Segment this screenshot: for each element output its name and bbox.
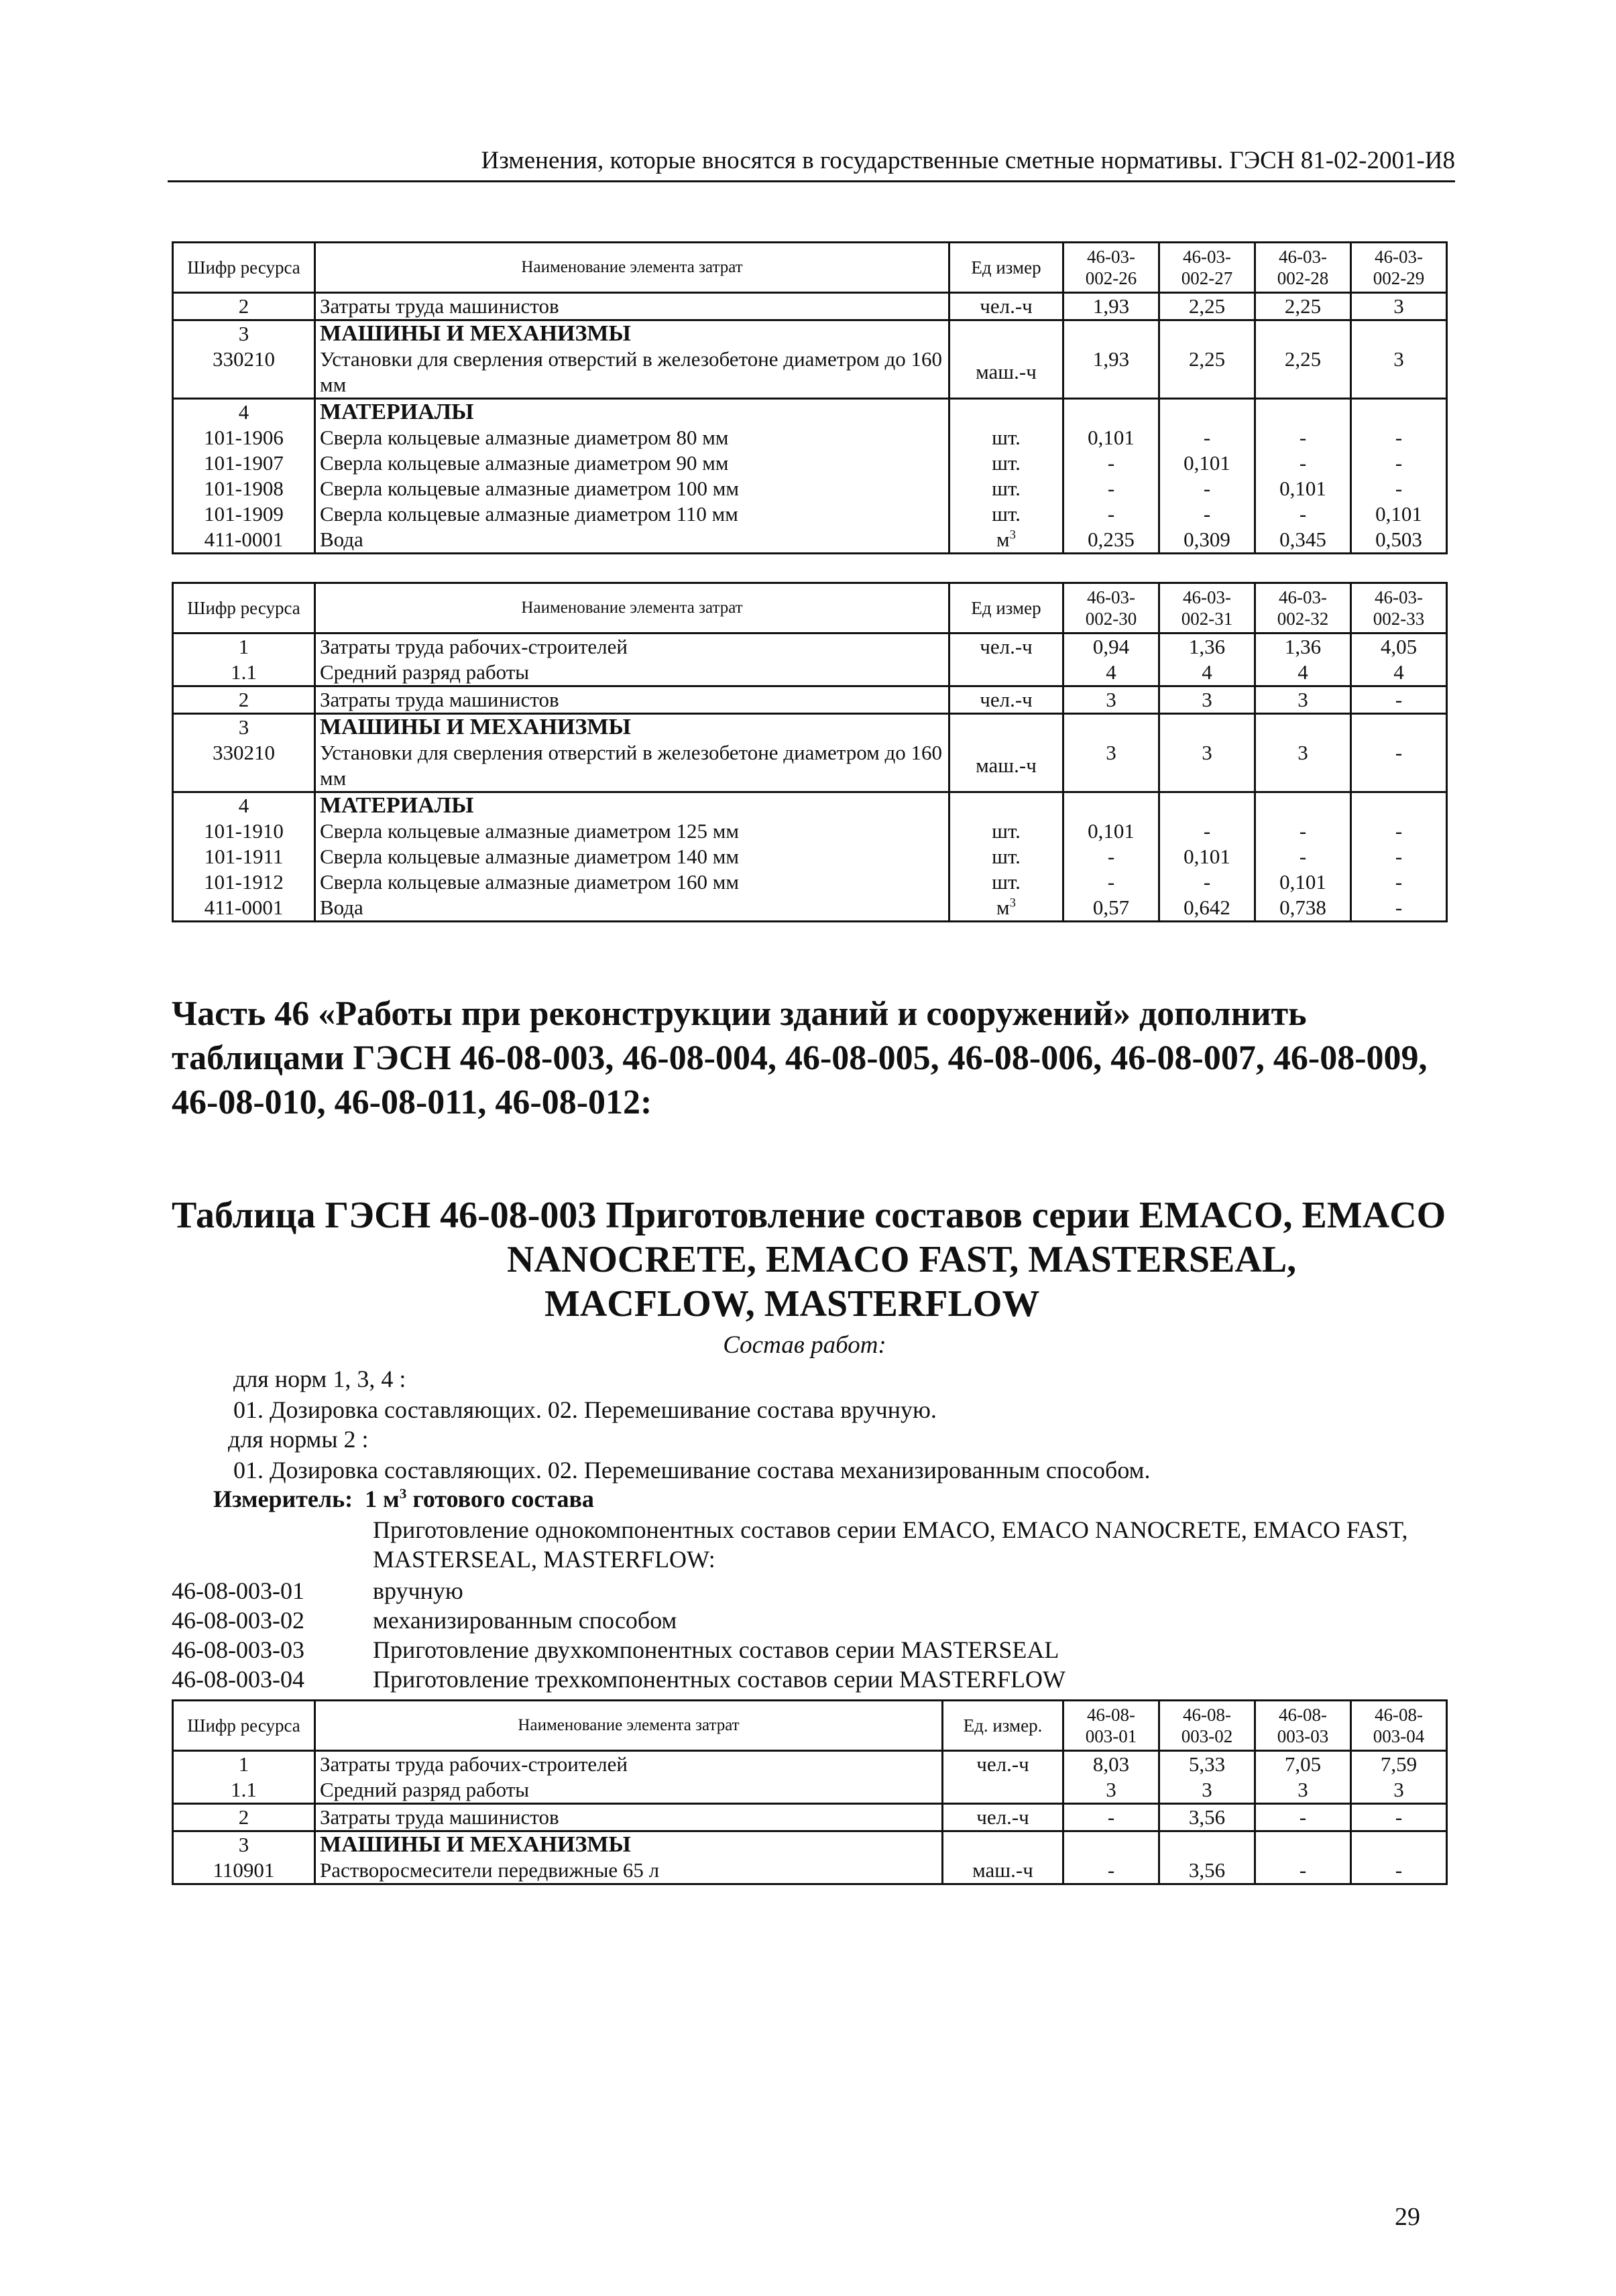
table-row <box>173 347 1447 399</box>
cell-value: 0,101 <box>1159 844 1255 869</box>
cell-unit <box>949 660 1063 686</box>
cell-value: 1,93 <box>1063 293 1159 320</box>
norm-code: 46-08-003-02 <box>172 1607 304 1634</box>
table-row <box>173 527 1447 554</box>
norms-scope-label: для нормы 2 : <box>228 1426 369 1453</box>
table-row <box>173 895 1447 922</box>
cell-name: Вода <box>315 527 949 554</box>
cell-code: 330210 <box>173 347 315 399</box>
cell-value <box>1255 1831 1351 1858</box>
cell-value <box>1255 399 1351 426</box>
cell-value: 0,101 <box>1063 425 1159 450</box>
cell-value: 7,05 <box>1255 1751 1351 1778</box>
table-row <box>173 844 1447 869</box>
cell-value: - <box>1255 1804 1351 1831</box>
cell-value: - <box>1255 425 1351 450</box>
cell-value: - <box>1159 476 1255 501</box>
cell-value: - <box>1063 450 1159 476</box>
cell-value: 0,503 <box>1351 527 1447 554</box>
work-steps: 01. Дозировка составляющих. 02. Перемешивание состава вручную. <box>233 1396 937 1423</box>
table-row <box>173 633 1447 660</box>
cell-value: 3 <box>1063 1777 1159 1804</box>
cell-code: 110901 <box>173 1858 315 1884</box>
cell-code: 101-1911 <box>173 844 315 869</box>
section-title: МАШИНЫ И МЕХАНИЗМЫ <box>315 1831 943 1858</box>
cell-value <box>1063 1831 1159 1858</box>
cell-value: 0,57 <box>1063 895 1159 922</box>
cell-code: 101-1910 <box>173 819 315 844</box>
cell-code: 3 <box>173 714 315 741</box>
cell-value: 0,738 <box>1255 895 1351 922</box>
resource-table-2 <box>172 582 1448 922</box>
cell-value: 3 <box>1159 686 1255 714</box>
norm-code: 46-08-003-03 <box>172 1636 304 1663</box>
section-title: МАТЕРИАЛЫ <box>315 399 949 426</box>
table-row <box>173 740 1447 792</box>
cell-value <box>1063 714 1159 741</box>
cell-value <box>1255 714 1351 741</box>
cell-unit <box>943 1777 1063 1804</box>
cell-value: 7,59 <box>1351 1751 1447 1778</box>
cell-value <box>1063 792 1159 819</box>
cell-value: - <box>1159 425 1255 450</box>
cell-value <box>1255 320 1351 347</box>
cell-value: 0,101 <box>1255 476 1351 501</box>
cell-value <box>1159 1831 1255 1858</box>
norm-code: 46-08-003-01 <box>172 1577 304 1604</box>
header-norm-col: 46-08- 003-02 <box>1159 1701 1255 1751</box>
norm-item <box>172 1636 1059 1664</box>
cell-value: - <box>1063 1858 1159 1884</box>
cell-value: 3 <box>1351 1777 1447 1804</box>
norms-scope-label: для норм 1, 3, 4 : <box>233 1366 406 1392</box>
cell-value: - <box>1351 450 1447 476</box>
table-row <box>173 686 1447 714</box>
table-row <box>173 293 1447 320</box>
header-norm-col: 46-08- 003-01 <box>1063 1701 1159 1751</box>
cell-code: 3 <box>173 320 315 347</box>
header-name: Наименование элемента затрат <box>315 1701 943 1751</box>
cell-name: Сверла кольцевые алмазные диаметром 80 мм <box>315 425 949 450</box>
cell-value: - <box>1255 450 1351 476</box>
cell-value <box>1255 792 1351 819</box>
header-norm-col: 46-03- 002-33 <box>1351 583 1447 633</box>
table-row <box>173 450 1447 476</box>
cell-name: Затраты труда рабочих-строителей <box>315 1751 943 1778</box>
cell-name: Растворосмесители передвижные 65 л <box>315 1858 943 1884</box>
cell-code: 101-1909 <box>173 501 315 527</box>
cell-value: - <box>1351 895 1447 922</box>
cell-value: 0,345 <box>1255 527 1351 554</box>
cell-unit: шт. <box>949 844 1063 869</box>
table-row <box>173 1858 1447 1884</box>
norm-item <box>172 1606 677 1634</box>
table-row <box>173 501 1447 527</box>
cell-value: 8,03 <box>1063 1751 1159 1778</box>
cell-code: 2 <box>173 1804 315 1831</box>
header-unit: Ед. измер. <box>943 1701 1063 1751</box>
cell-value: - <box>1255 501 1351 527</box>
table-title-line: Таблица ГЭСН 46-08-003 Приготовление составов серии EMACO, EMACO <box>172 1195 1446 1236</box>
header-unit: Ед измер <box>949 243 1063 293</box>
cell-value: 4 <box>1063 660 1159 686</box>
header-unit: Ед измер <box>949 583 1063 633</box>
cell-name: Затраты труда машинистов <box>315 293 949 320</box>
cell-code: 1 <box>173 1751 315 1778</box>
cell-value: 4,05 <box>1351 633 1447 660</box>
norm-text: Приготовление трехкомпонентных составов серии MASTERFLOW <box>373 1666 1065 1693</box>
cell-unit: чел.-ч <box>943 1751 1063 1778</box>
cell-code: 101-1906 <box>173 425 315 450</box>
cell-value: 0,309 <box>1159 527 1255 554</box>
header-name: Наименование элемента затрат <box>315 243 949 293</box>
cell-value: - <box>1351 476 1447 501</box>
header-norm-col: 46-03- 002-30 <box>1063 583 1159 633</box>
page-number: 29 <box>1395 2203 1420 2231</box>
cell-value <box>1159 792 1255 819</box>
cell-code: 101-1908 <box>173 476 315 501</box>
cell-value: - <box>1063 844 1159 869</box>
cell-code: 1.1 <box>173 660 315 686</box>
cell-value: - <box>1159 501 1255 527</box>
cell-unit: шт. <box>949 869 1063 895</box>
cell-code: 101-1912 <box>173 869 315 895</box>
cell-value <box>1159 320 1255 347</box>
cell-code: 3 <box>173 1831 315 1858</box>
cell-value: 3 <box>1255 686 1351 714</box>
cell-value: 3 <box>1159 740 1255 792</box>
cell-value: 2,25 <box>1159 293 1255 320</box>
cell-unit <box>949 320 1063 347</box>
cell-name: Сверла кольцевые алмазные диаметром 90 мм <box>315 450 949 476</box>
cell-value: 4 <box>1351 660 1447 686</box>
cell-code: 411-0001 <box>173 527 315 554</box>
cell-value <box>1351 714 1447 741</box>
cell-value <box>1351 792 1447 819</box>
cell-value: 3 <box>1063 740 1159 792</box>
cell-value <box>1351 399 1447 426</box>
table-header-row <box>173 243 1447 293</box>
table-row <box>173 425 1447 450</box>
cell-value: - <box>1063 869 1159 895</box>
cell-value: 4 <box>1255 660 1351 686</box>
cell-unit: чел.-ч <box>949 686 1063 714</box>
cell-name: Вода <box>315 895 949 922</box>
norm-item <box>172 1665 1065 1693</box>
norm-group-title: Приготовление однокомпонентных составов серии EMACO, EMACO NANOCRETE, EMACO FAST, MASTERSEAL, MASTERFLOW: <box>373 1516 1408 1573</box>
cell-unit: маш.-ч <box>949 740 1063 792</box>
cell-value <box>1063 399 1159 426</box>
cell-value: 2,25 <box>1255 347 1351 399</box>
cell-value: - <box>1351 686 1447 714</box>
cell-code: 4 <box>173 399 315 426</box>
header-norm-col: 46-03- 002-27 <box>1159 243 1255 293</box>
cell-value: - <box>1351 819 1447 844</box>
cell-value: 3,56 <box>1159 1858 1255 1884</box>
cell-value <box>1351 320 1447 347</box>
cell-value: - <box>1063 476 1159 501</box>
cell-name: Сверла кольцевые алмазные диаметром 160 мм <box>315 869 949 895</box>
cell-code: 2 <box>173 293 315 320</box>
cell-value: - <box>1159 869 1255 895</box>
cell-unit: шт. <box>949 819 1063 844</box>
header-norm-col: 46-08- 003-03 <box>1255 1701 1351 1751</box>
norm-text: механизированным способом <box>373 1607 677 1634</box>
table-row <box>173 476 1447 501</box>
table-title-line: MACFLOW, MASTERFLOW <box>544 1283 1040 1325</box>
cell-code: 1 <box>173 633 315 660</box>
cell-unit: шт. <box>949 501 1063 527</box>
cell-unit: маш.-ч <box>949 347 1063 399</box>
cell-value: - <box>1351 844 1447 869</box>
cell-code: 411-0001 <box>173 895 315 922</box>
cell-value: 0,101 <box>1159 450 1255 476</box>
table-row <box>173 660 1447 686</box>
cell-unit <box>949 714 1063 741</box>
work-composition-title: Состав работ: <box>723 1331 886 1359</box>
section-row <box>173 792 1447 819</box>
norm-code: 46-08-003-04 <box>172 1666 304 1693</box>
cell-value: - <box>1351 740 1447 792</box>
cell-value: - <box>1351 1804 1447 1831</box>
norm-text: Приготовление двухкомпонентных составов серии MASTERSEAL <box>373 1636 1059 1663</box>
section-row <box>173 714 1447 741</box>
cell-unit: $м^3$ <box>949 895 1063 922</box>
section-title: МАШИНЫ И МЕХАНИЗМЫ <box>315 320 949 347</box>
cell-value: - <box>1351 1858 1447 1884</box>
section-title: МАШИНЫ И МЕХАНИЗМЫ <box>315 714 949 741</box>
cell-value: 0,101 <box>1255 869 1351 895</box>
cell-unit <box>943 1831 1063 1858</box>
table-row <box>173 869 1447 895</box>
measurer: Измеритель: 1 $м^3$ готового состава <box>213 1486 594 1512</box>
table-row <box>173 819 1447 844</box>
table-header-row <box>173 1701 1447 1751</box>
cell-value: 0,94 <box>1063 633 1159 660</box>
cell-unit: $м^3$ <box>949 527 1063 554</box>
measurer-label: Измеритель: <box>213 1486 353 1512</box>
cell-value: 5,33 <box>1159 1751 1255 1778</box>
cell-value: - <box>1063 1804 1159 1831</box>
cell-value: 3 <box>1063 686 1159 714</box>
cell-value: 1,36 <box>1159 633 1255 660</box>
cell-value: 1,93 <box>1063 347 1159 399</box>
header-norm-col: 46-03- 002-32 <box>1255 583 1351 633</box>
cell-unit: шт. <box>949 425 1063 450</box>
cell-unit: шт. <box>949 450 1063 476</box>
cell-value: 3 <box>1351 347 1447 399</box>
table-title <box>172 1193 1452 1326</box>
header-norm-col: 46-03- 002-28 <box>1255 243 1351 293</box>
running-header: Изменения, которые вносятся в государственные сметные нормативы. ГЭСН 81-02-2001-И8 <box>168 146 1455 182</box>
cell-value: 0,235 <box>1063 527 1159 554</box>
cell-value: - <box>1255 1858 1351 1884</box>
cell-value <box>1351 1831 1447 1858</box>
table-row <box>173 1751 1447 1778</box>
cell-name: Средний разряд работы <box>315 660 949 686</box>
cell-code: 2 <box>173 686 315 714</box>
cell-code: 101-1907 <box>173 450 315 476</box>
cell-code: 330210 <box>173 740 315 792</box>
resource-table-1 <box>172 241 1448 554</box>
cell-code: 4 <box>173 792 315 819</box>
cell-value: 0,101 <box>1063 819 1159 844</box>
cell-value <box>1159 714 1255 741</box>
section-row <box>173 320 1447 347</box>
header-code: Шифр ресурса <box>173 583 315 633</box>
cell-value: - <box>1255 819 1351 844</box>
cell-value <box>1063 320 1159 347</box>
cell-value: - <box>1063 501 1159 527</box>
header-norm-col: 46-08- 003-04 <box>1351 1701 1447 1751</box>
cell-value: 0,101 <box>1351 501 1447 527</box>
cell-unit: чел.-ч <box>949 293 1063 320</box>
table-header-row <box>173 583 1447 633</box>
cell-value: 4 <box>1159 660 1255 686</box>
part-heading: Часть 46 «Работы при реконструкции зданий и сооружений» дополнить таблицами ГЭСН 46-08-003, 46-08-004, 46-08-005, 46-08-006, 46-08-007, 46-08-009, 46-08-010, 46-08-011, 46-08-012: <box>172 995 1428 1122</box>
table-title-line: NANOCRETE, EMACO FAST, MASTERSEAL, <box>507 1239 1297 1280</box>
cell-name: Затраты труда рабочих-строителей <box>315 633 949 660</box>
cell-value: 0,642 <box>1159 895 1255 922</box>
cell-unit: маш.-ч <box>943 1858 1063 1884</box>
cell-value: 2,25 <box>1255 293 1351 320</box>
section-row <box>173 1831 1447 1858</box>
section-row <box>173 399 1447 426</box>
header-name: Наименование элемента затрат <box>315 583 949 633</box>
cell-value <box>1159 399 1255 426</box>
cell-value: 3 <box>1351 293 1447 320</box>
cell-value: 3,56 <box>1159 1804 1255 1831</box>
cell-name: Затраты труда машинистов <box>315 686 949 714</box>
cell-value: - <box>1255 844 1351 869</box>
cell-value: 3 <box>1159 1777 1255 1804</box>
cell-unit <box>949 399 1063 426</box>
header-norm-col: 46-03- 002-29 <box>1351 243 1447 293</box>
table-row <box>173 1777 1447 1804</box>
cell-name: Сверла кольцевые алмазные диаметром 125 мм <box>315 819 949 844</box>
cell-unit <box>949 792 1063 819</box>
cell-value: 2,25 <box>1159 347 1255 399</box>
resource-table-3 <box>172 1699 1448 1885</box>
cell-name: Затраты труда машинистов <box>315 1804 943 1831</box>
cell-name: Сверла кольцевые алмазные диаметром 110 мм <box>315 501 949 527</box>
work-steps: 01. Дозировка составляющих. 02. Перемешивание состава механизированным способом. <box>233 1457 1151 1484</box>
cell-name: Сверла кольцевые алмазные диаметром 140 мм <box>315 844 949 869</box>
cell-unit: чел.-ч <box>949 633 1063 660</box>
cell-name: Установки для сверления отверстий в железобетоне диаметром до 160 мм <box>315 347 949 399</box>
cell-name: Сверла кольцевые алмазные диаметром 100 мм <box>315 476 949 501</box>
cell-unit: шт. <box>949 476 1063 501</box>
header-norm-col: 46-03- 002-31 <box>1159 583 1255 633</box>
norm-item <box>172 1577 463 1605</box>
header-code: Шифр ресурса <box>173 1701 315 1751</box>
cell-value: - <box>1159 819 1255 844</box>
header-code: Шифр ресурса <box>173 243 315 293</box>
cell-name: Установки для сверления отверстий в железобетоне диаметром до 160 мм <box>315 740 949 792</box>
cell-value: - <box>1351 869 1447 895</box>
cell-unit: чел.-ч <box>943 1804 1063 1831</box>
norm-text: вручную <box>373 1577 463 1604</box>
cell-value: - <box>1351 425 1447 450</box>
cell-code: 1.1 <box>173 1777 315 1804</box>
cell-name: Средний разряд работы <box>315 1777 943 1804</box>
cell-value: 1,36 <box>1255 633 1351 660</box>
header-norm-col: 46-03- 002-26 <box>1063 243 1159 293</box>
section-title: МАТЕРИАЛЫ <box>315 792 949 819</box>
table-row <box>173 1804 1447 1831</box>
cell-value: 3 <box>1255 1777 1351 1804</box>
cell-value: 3 <box>1255 740 1351 792</box>
